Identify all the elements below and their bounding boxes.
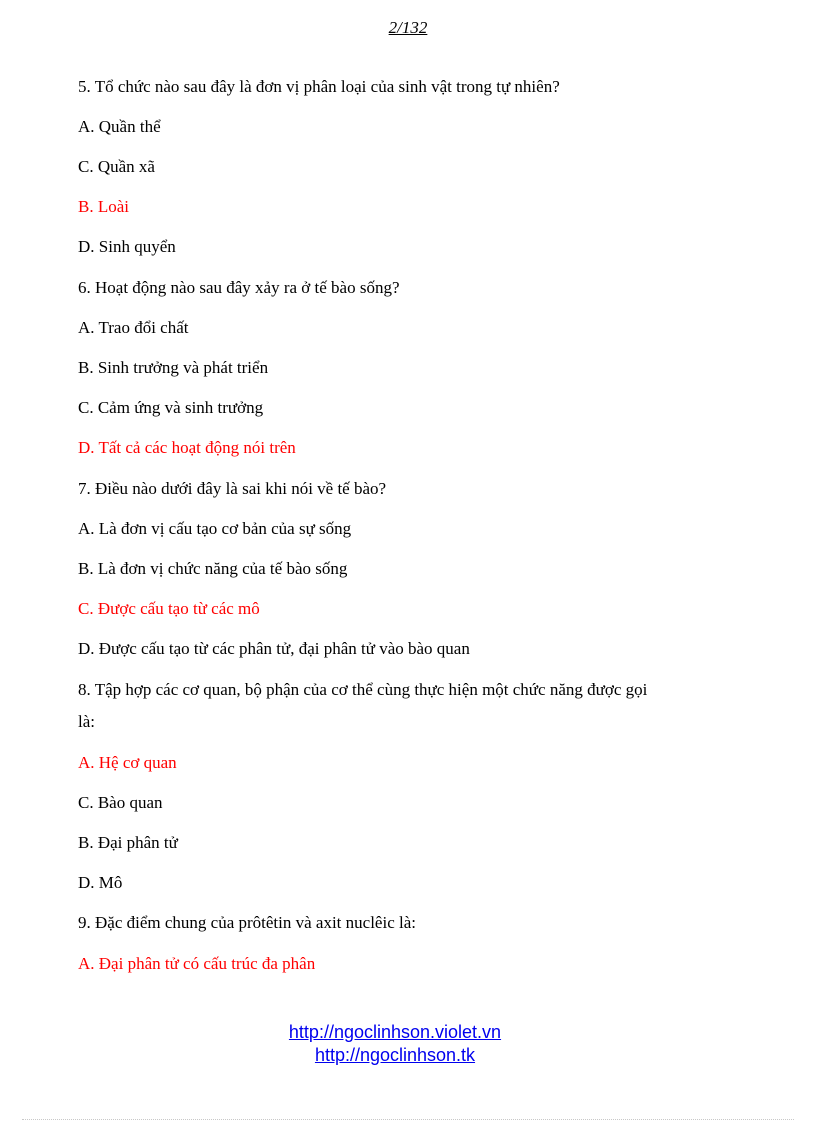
question-8: 8. Tập hợp các cơ quan, bộ phận của cơ thể cùng thực hiện một chức năng được gọi [78, 680, 648, 699]
page-bottom-divider [22, 1119, 794, 1120]
option-5c: C. Quần xã [78, 157, 155, 176]
footer-links [0, 1021, 790, 1067]
option-6d-correct: D. Tất cả các hoạt động nói trên [78, 438, 296, 457]
footer-link-violet[interactable]: http://ngoclinhson.violet.vn [288, 1022, 502, 1042]
question-6: 6. Hoạt động nào sau đây xảy ra ở tế bào sống? [78, 278, 400, 297]
option-8b: B. Đại phân tử [78, 833, 178, 852]
option-7d: D. Được cấu tạo từ các phân tử, đại phân tử vào bào quan [78, 639, 470, 658]
option-8d: D. Mô [78, 873, 123, 892]
option-7a: A. Là đơn vị cấu tạo cơ bản của sự sống [78, 519, 352, 538]
option-8c: C. Bào quan [78, 793, 163, 812]
option-6b: B. Sinh trưởng và phát triển [78, 358, 269, 377]
option-5a: A. Quần thể [78, 117, 161, 136]
option-8a-correct: A. Hệ cơ quan [78, 753, 177, 772]
option-7b: B. Là đơn vị chức năng của tế bào sống [78, 559, 348, 578]
option-5d: D. Sinh quyển [78, 237, 176, 256]
question-8-continued: là: [78, 712, 95, 731]
option-5b-correct: B. Loài [78, 197, 129, 216]
option-9a-correct: A. Đại phân tử có cấu trúc đa phân [78, 954, 316, 973]
page-number: 2/132 [388, 18, 428, 37]
option-6a: A. Trao đổi chất [78, 318, 189, 337]
option-7c-correct: C. Được cấu tạo từ các mô [78, 599, 260, 618]
question-5: 5. Tổ chức nào sau đây là đơn vị phân loại của sinh vật trong tự nhiên? [78, 77, 560, 96]
footer-link-tk[interactable]: http://ngoclinhson.tk [314, 1045, 476, 1065]
question-9: 9. Đặc điểm chung của prôtêtin và axit nuclêic là: [78, 913, 416, 932]
option-6c: C. Cảm ứng và sinh trưởng [78, 398, 264, 417]
question-7: 7. Điều nào dưới đây là sai khi nói về tế bào? [78, 479, 387, 498]
